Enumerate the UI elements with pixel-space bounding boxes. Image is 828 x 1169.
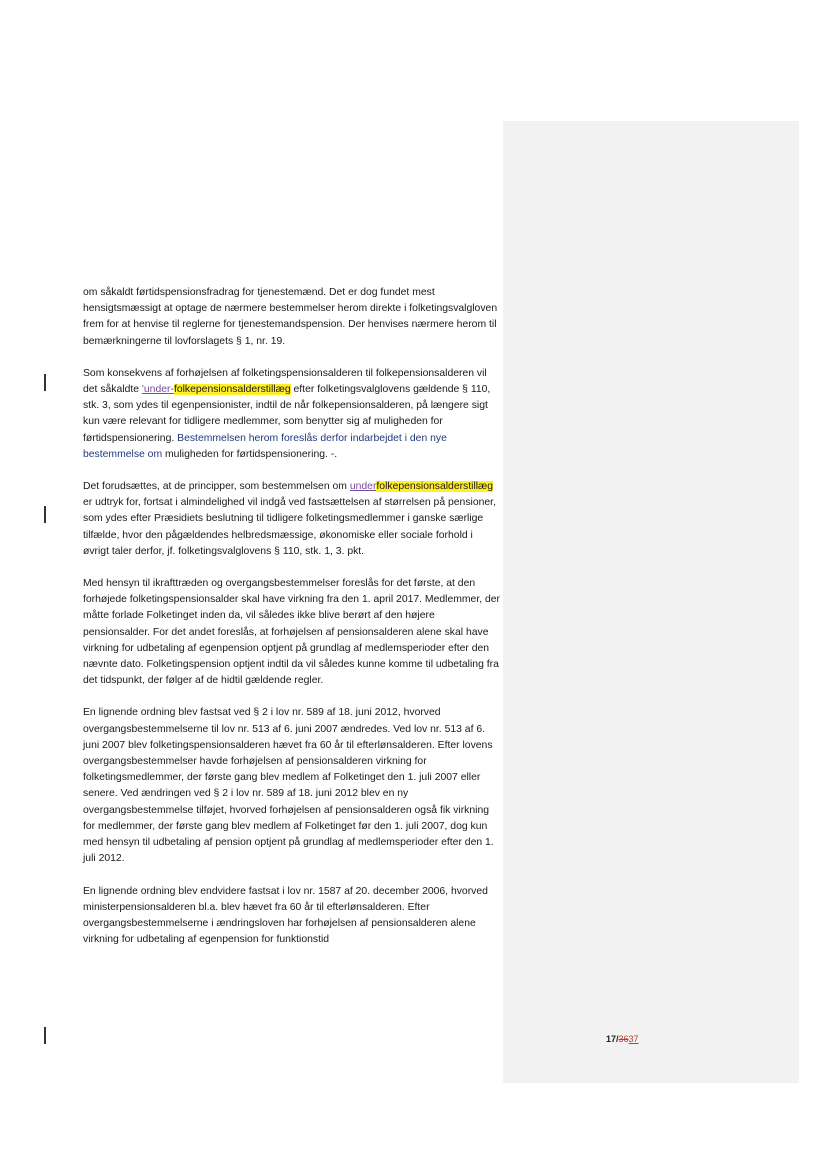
- paragraph-text: Som konsekvens af forhøjelsen af folketingspensionsalderen til folkepensionsalderen vil det såkaldte: [83, 367, 487, 396]
- paragraph-text: muligheden for førtidspensionering. -.: [165, 448, 338, 460]
- tracked-insertion[interactable]: 'under-: [141, 384, 174, 396]
- page-number-current: 17/: [606, 1034, 619, 1044]
- document-body: [83, 285, 501, 964]
- paragraph: Med hensyn til ikrafttræden og overgangsbestemmelser foreslås for det første, at den forhøjede folketingspensionsalder skal have virkning fra den 1. april 2017. Medlemmer, der måtte forlade Folketinget inden da, vil således ikke blive berørt af den højere pensionsalder. For det andet foreslås, at forhøjelsen af pensionsalderen alene skal have virkning for udbetaling af egenpension optjent på grundlag af medlemsperioder efter den nævnte dato. Folketingspension optjent indtil da vil således kunne komme til udbetaling fra det tidspunkt, der følger af de hidtil gældende regler.: [83, 578, 501, 687]
- paragraph: [83, 366, 501, 463]
- change-bar: [44, 1027, 46, 1044]
- paragraph: En lignende ordning blev endvidere fastsat i lov nr. 1587 af 20. december 2006, hvorved ministerpensionsalderen bl.a. blev hævet fra 60 år til efterlønsalderen. Efter overgangsbestemmelserne i ændringsloven har forhøjelsen af pensionsalderen alene virkning for udbetaling af egenpension for funktionstid: [83, 885, 488, 946]
- highlighted-term: folkepensionsalderstillæg: [376, 481, 494, 493]
- page-number: [606, 1034, 639, 1044]
- highlighted-term: folkepensionsalderstillæg: [173, 384, 291, 396]
- paragraph: En lignende ordning blev fastsat ved § 2 i lov nr. 589 af 18. juni 2012, hvorved overgangsbestemmelserne til lov nr. 513 af 6. juni 2007 ændredes. Ved lov nr. 513 af 6. juni 2007 blev folketingspensionsalderen hævet fra 60 år til efterlønsalderen. Efter lovens overgangsbestemmelser havde forhøjelsen af pensionsalderen virkning for folketingsmedlemmer, der første gang blev medlem af Folketinget den 1. juli 2007 eller senere. Ved ændringen ved § 2 i lov nr. 589 af 18. juni 2012 blev en ny overgangsbestemmelse tilføjet, hvorved forhøjelsen af pensionsalderen også fik virkning for medlemmer, der første gang blev medlem af Folketinget før den 1. juli 2007, dog kun med hensyn til udbetaling af pension optjent på grundlag af medlemsperioder efter den 1. juli 2012.: [83, 707, 494, 865]
- paragraph-text: efter folketingsvalglovens gældende § 110, stk. 3, som ydes til egenpensionister, indtil de når folkepensionsalderen, på længere sigt kun være relevant for tidligere medlemmer, som benytter sig af muligheden for førtidspensionering.: [83, 384, 491, 444]
- paragraph: om såkaldt førtidspensionsfradrag for tjenestemænd. Det er dog fundet mest hensigtsmæssigt at optage de nærmere bestemmelser herom direkte i folketingsvalgloven frem for at henvise til reglerne for tjenestemandspension. Der henvises nærmere herom til bemærkningerne til lovforslagets § 1, nr. 19.: [83, 287, 498, 347]
- change-bar: [44, 506, 46, 523]
- comment-margin-pane: [503, 121, 799, 1083]
- change-bar: [44, 374, 46, 391]
- paragraph: [83, 479, 501, 560]
- paragraph-text: er udtryk for, fortsat i almindelighed vil indgå ved fastsættelsen af størrelsen på pensioner, som ydes efter Præsidiets beslutning til tidligere folketingsmedlemmer i ganske særlige tilfælde, hvor den pågældendes helbredsmæssige, økonomiske eller sociale forhold i øvrigt taler derfor, jf. folketingsvalglovens § 110, stk. 1, 3. pkt.: [83, 497, 496, 557]
- page-number-deleted: 36: [618, 1034, 629, 1044]
- paragraph-text: Det forudsættes, at de principper, som bestemmelsen om: [83, 481, 350, 493]
- page-number-inserted: 37: [628, 1034, 639, 1044]
- tracked-insertion[interactable]: under: [349, 481, 377, 493]
- tracked-change-text[interactable]: Bestemmelsen herom foreslås derfor indarbejdet i den nye bestemmelse om: [83, 432, 447, 460]
